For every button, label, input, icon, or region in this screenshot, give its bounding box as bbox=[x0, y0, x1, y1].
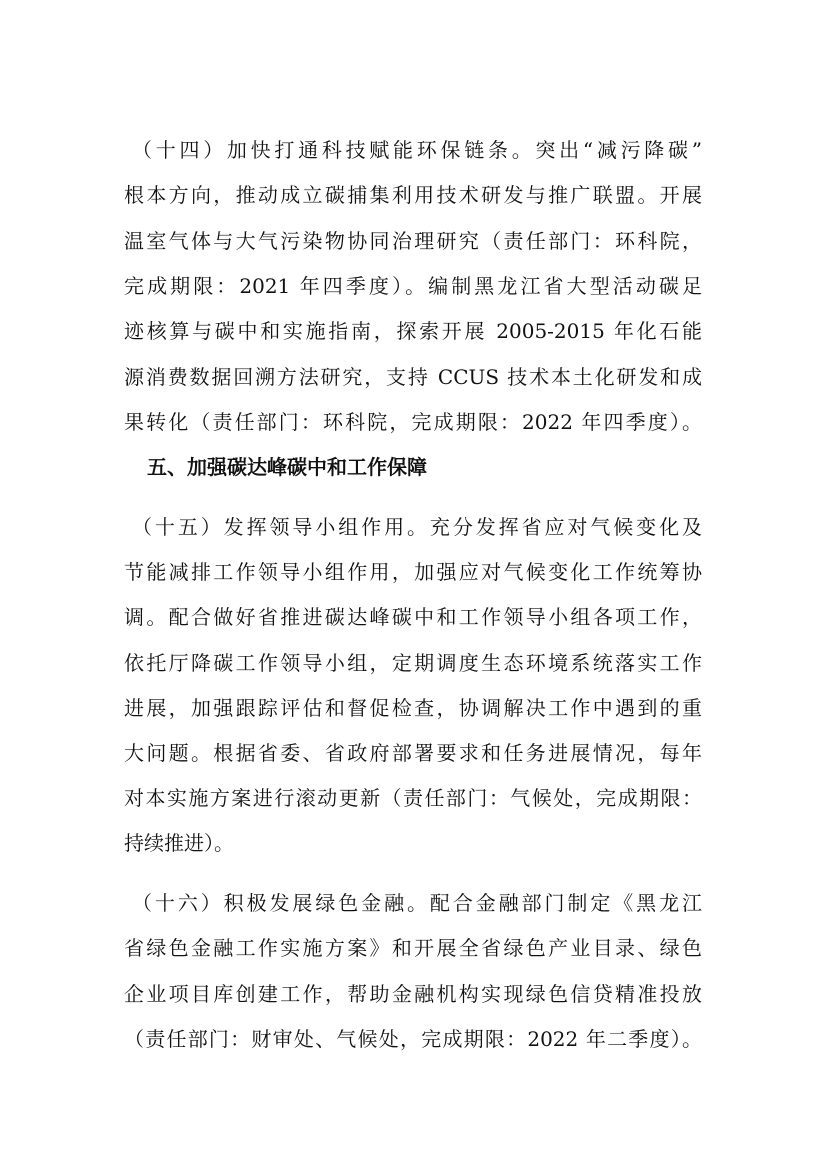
paragraph-line: 节能减排工作领导小组作用，加强应对气候变化工作统筹协 bbox=[124, 560, 702, 584]
paragraph-line: 迹核算与碳中和实施指南，探索开展 2005-2015 年化石能 bbox=[124, 319, 702, 343]
paragraph-line: 依托厅降碳工作领导小组，定期调度生态环境系统落实工作 bbox=[124, 651, 702, 675]
paragraph-line: （十五）发挥领导小组作用。充分发挥省应对气候变化及 bbox=[132, 515, 702, 539]
paragraph-line: 持续推进）。 bbox=[124, 831, 234, 855]
paragraph-line: （责任部门：财审处、气候处，完成期限：2022 年二季度）。 bbox=[124, 1027, 702, 1051]
section-heading: 五、加强碳达峰碳中和工作保障 bbox=[147, 455, 427, 479]
paragraph-line: 源消费数据回溯方法研究，支持 CCUS 技术本土化研发和成 bbox=[124, 365, 702, 389]
paragraph-line: 省绿色金融工作实施方案》和开展全省绿色产业目录、绿色 bbox=[124, 936, 702, 960]
paragraph-line: 企业项目库创建工作，帮助金融机构实现绿色信贷精准投放 bbox=[124, 982, 702, 1006]
paragraph-line: 根本方向，推动成立碳捕集利用技术研发与推广联盟。开展 bbox=[124, 183, 702, 207]
paragraph-line: 调。配合做好省推进碳达峰碳中和工作领导小组各项工作， bbox=[124, 605, 702, 629]
paragraph-line: 进展，加强跟踪评估和督促检查，协调解决工作中遇到的重 bbox=[124, 696, 702, 720]
paragraph-line: 对本实施方案进行滚动更新（责任部门：气候处，完成期限： bbox=[124, 786, 702, 810]
paragraph-line: 果转化（责任部门：环科院，完成期限：2022 年四季度）。 bbox=[124, 410, 702, 434]
paragraph-line: （十四）加快打通科技赋能环保链条。突出“减污降碳” bbox=[132, 138, 702, 162]
paragraph-line: （十六）积极发展绿色金融。配合金融部门制定《黑龙江 bbox=[132, 891, 702, 915]
paragraph-line: 大问题。根据省委、省政府部署要求和任务进展情况，每年 bbox=[124, 741, 702, 765]
paragraph-line: 完成期限：2021 年四季度）。编制黑龙江省大型活动碳足 bbox=[124, 274, 702, 298]
paragraph-line: 温室气体与大气污染物协同治理研究（责任部门：环科院， bbox=[124, 229, 702, 253]
